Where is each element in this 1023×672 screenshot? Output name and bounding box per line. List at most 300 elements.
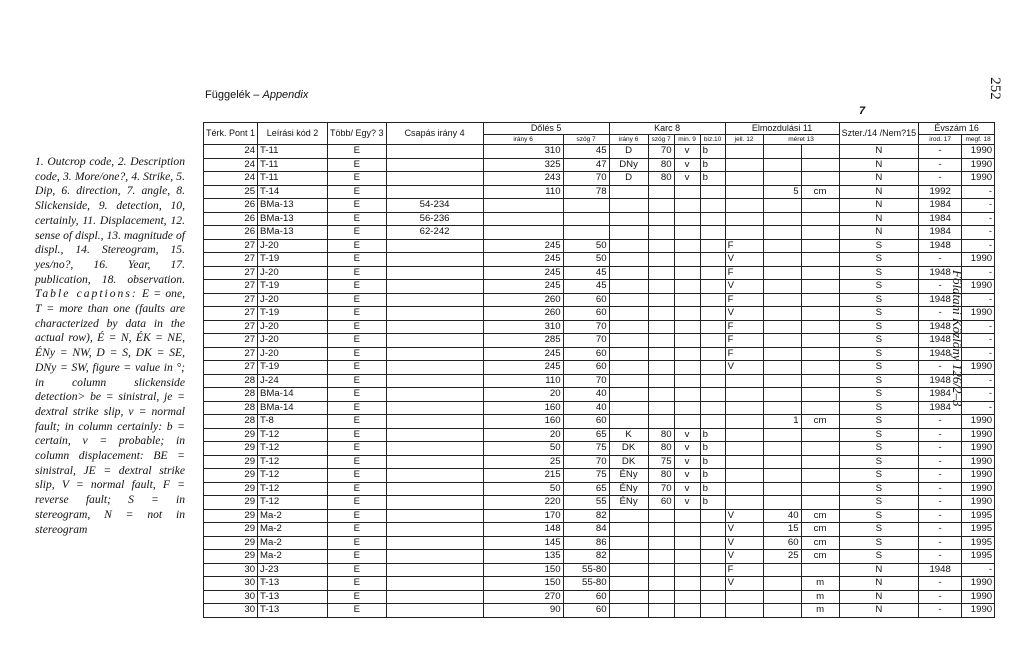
table-cell: [386, 482, 483, 496]
table-cell: [700, 280, 725, 294]
table-cell: [801, 388, 839, 402]
table-cell: 1990: [962, 469, 995, 483]
table-cell: [801, 145, 839, 159]
table-cell: T-13: [258, 590, 328, 604]
table-cell: [801, 280, 839, 294]
table-cell: [674, 320, 700, 334]
table-cell: [725, 442, 763, 456]
table-cell: [674, 293, 700, 307]
table-cell: 28: [204, 401, 258, 415]
table-cell: -: [962, 212, 995, 226]
table-cell: 40: [563, 388, 609, 402]
table-cell: [386, 509, 483, 523]
table-cell: 1990: [962, 307, 995, 321]
table-cell: E: [328, 226, 387, 240]
table-cell: [763, 577, 801, 591]
table-cell: E: [328, 455, 387, 469]
table-cell: [700, 185, 725, 199]
col-outcrop: Térk. Pont 1: [204, 123, 258, 145]
table-cell: [700, 509, 725, 523]
table-cell: -: [919, 590, 962, 604]
table-cell: -: [962, 347, 995, 361]
table-cell: v: [674, 145, 700, 159]
table-cell: E: [328, 307, 387, 321]
table-cell: 1990: [962, 428, 995, 442]
table-cell: -: [919, 509, 962, 523]
table-cell: T-12: [258, 442, 328, 456]
table-cell: [386, 428, 483, 442]
table-cell: [801, 253, 839, 267]
table-cell: 150: [483, 563, 563, 577]
table-cell: E: [328, 266, 387, 280]
table-cell: [609, 590, 648, 604]
table-cell: [648, 199, 674, 213]
table-cell: [674, 536, 700, 550]
table-cell: 1: [763, 415, 801, 429]
table-cell: 20: [483, 428, 563, 442]
table-cell: [801, 455, 839, 469]
table-cell: S: [839, 307, 919, 321]
table-cell: [386, 253, 483, 267]
table-cell: E: [328, 469, 387, 483]
table-cell: 26: [204, 212, 258, 226]
table-cell: 60: [563, 590, 609, 604]
table-cell: [648, 253, 674, 267]
table-row: [204, 158, 995, 172]
table-cell: -: [962, 334, 995, 348]
table-cell: -: [962, 226, 995, 240]
caption-legend: 1. Outcrop code, 2. Description code, 3. More/one?, 4. Strike, 5. Dip, 6. direction, 7. angle, 8. Slickenside, 9. detection, 10, certainly, 11. Displacement, 12. sense of displ., 13. magnitude of displ., 14. Stereogram, 15. yes/no?, 16. Year, 17. publication, 18. observation.: [35, 155, 185, 286]
table-cell: 45: [563, 266, 609, 280]
table-cell: 27: [204, 334, 258, 348]
table-cell: N: [839, 590, 919, 604]
table-cell: 50: [483, 482, 563, 496]
table-cell: E: [328, 550, 387, 564]
table-cell: 260: [483, 307, 563, 321]
table-cell: E: [328, 293, 387, 307]
table-cell: b: [700, 482, 725, 496]
table-cell: 29: [204, 550, 258, 564]
table-cell: T-12: [258, 428, 328, 442]
header-italic: Appendix: [262, 89, 309, 101]
table-cell: [801, 482, 839, 496]
table-cell: [700, 563, 725, 577]
table-cell: 86: [563, 536, 609, 550]
table-cell: [725, 374, 763, 388]
sub-observation: megf. 18: [962, 135, 995, 145]
caption-label: Table captions:: [35, 287, 138, 301]
table-cell: V: [725, 307, 763, 321]
table-cell: [801, 374, 839, 388]
table-cell: b: [700, 172, 725, 186]
table-cell: S: [839, 536, 919, 550]
table-row: [204, 563, 995, 577]
table-cell: 1990: [962, 253, 995, 267]
table-cell: [700, 415, 725, 429]
table-cell: 80: [648, 428, 674, 442]
table-cell: [648, 536, 674, 550]
table-cell: [609, 280, 648, 294]
table-cell: J-20: [258, 320, 328, 334]
table-cell: E: [328, 523, 387, 537]
table-cell: 60: [563, 361, 609, 375]
table-cell: [700, 401, 725, 415]
table-cell: 55-80: [563, 577, 609, 591]
table-cell: [386, 401, 483, 415]
table-cell: 25: [204, 185, 258, 199]
table-cell: v: [674, 455, 700, 469]
table-cell: 28: [204, 415, 258, 429]
table-cell: S: [839, 455, 919, 469]
table-cell: [648, 590, 674, 604]
table-cell: [674, 361, 700, 375]
sub-publication: irod. 17: [919, 135, 962, 145]
table-cell: [609, 374, 648, 388]
table-cell: 27: [204, 307, 258, 321]
table-cell: 150: [483, 577, 563, 591]
sub-karc-angle: szög 7: [648, 135, 674, 145]
table-cell: E: [328, 347, 387, 361]
table-cell: [648, 280, 674, 294]
table-cell: D: [609, 172, 648, 186]
table-cell: [763, 428, 801, 442]
table-caption: [35, 155, 185, 537]
table-cell: [801, 293, 839, 307]
table-cell: b: [700, 496, 725, 510]
col-stereogram: Szter./14 /Nem?15: [839, 123, 919, 145]
table-cell: [386, 280, 483, 294]
table-cell: E: [328, 145, 387, 159]
table-cell: 29: [204, 523, 258, 537]
table-cell: -: [919, 172, 962, 186]
table-cell: 1995: [962, 536, 995, 550]
table-row: [204, 253, 995, 267]
table-cell: b: [700, 469, 725, 483]
table-cell: 70: [563, 172, 609, 186]
table-cell: [648, 320, 674, 334]
table-cell: [801, 496, 839, 510]
table-cell: -: [919, 536, 962, 550]
table-cell: 29: [204, 455, 258, 469]
table-cell: [609, 401, 648, 415]
table-cell: 28: [204, 388, 258, 402]
table-cell: 148: [483, 523, 563, 537]
sub-dip-angle: szög 7: [563, 135, 609, 145]
table-cell: 20: [483, 388, 563, 402]
table-cell: [700, 604, 725, 618]
table-cell: 75: [563, 442, 609, 456]
table-cell: V: [725, 550, 763, 564]
table-cell: 60: [563, 293, 609, 307]
table-cell: b: [700, 428, 725, 442]
table-cell: 30: [204, 590, 258, 604]
table-cell: [386, 239, 483, 253]
table-row: [204, 428, 995, 442]
table-cell: N: [839, 158, 919, 172]
table-cell: S: [839, 428, 919, 442]
table-cell: S: [839, 415, 919, 429]
table-cell: 310: [483, 145, 563, 159]
table-cell: [674, 523, 700, 537]
table-cell: E: [328, 212, 387, 226]
table-cell: N: [839, 226, 919, 240]
table-cell: 245: [483, 239, 563, 253]
table-cell: [801, 239, 839, 253]
table-cell: -: [962, 563, 995, 577]
col-slickenside: Karc 8: [609, 123, 725, 135]
table-row: [204, 469, 995, 483]
table-cell: [609, 266, 648, 280]
sub-magnitude: méret 13: [763, 135, 839, 145]
table-cell: [763, 374, 801, 388]
table-cell: [763, 590, 801, 604]
table-cell: 70: [648, 482, 674, 496]
table-cell: S: [839, 496, 919, 510]
table-row: [204, 185, 995, 199]
table-cell: 24: [204, 172, 258, 186]
table-cell: [386, 374, 483, 388]
table-cell: S: [839, 401, 919, 415]
appendix-header: [205, 89, 308, 101]
table-cell: 1990: [962, 590, 995, 604]
table-row: [204, 590, 995, 604]
table-cell: [674, 239, 700, 253]
table-cell: F: [725, 293, 763, 307]
table-row: [204, 239, 995, 253]
table-cell: S: [839, 239, 919, 253]
table-row: [204, 523, 995, 537]
table-cell: 245: [483, 361, 563, 375]
table-cell: S: [839, 469, 919, 483]
table-cell: 145: [483, 536, 563, 550]
table-cell: -: [919, 145, 962, 159]
table-row: [204, 361, 995, 375]
table-cell: 60: [763, 536, 801, 550]
table-cell: [648, 185, 674, 199]
table-cell: S: [839, 320, 919, 334]
table-cell: 160: [483, 415, 563, 429]
table-cell: [763, 320, 801, 334]
table-row: [204, 212, 995, 226]
table-cell: [801, 347, 839, 361]
table-cell: -: [962, 401, 995, 415]
table-cell: v: [674, 496, 700, 510]
table-cell: T-19: [258, 307, 328, 321]
table-cell: [609, 563, 648, 577]
table-cell: S: [839, 388, 919, 402]
table-cell: -: [919, 496, 962, 510]
table-cell: -: [962, 185, 995, 199]
table-cell: [609, 226, 648, 240]
table-cell: V: [725, 361, 763, 375]
table-cell: [674, 401, 700, 415]
table-cell: [763, 158, 801, 172]
table-cell: [763, 388, 801, 402]
table-cell: F: [725, 266, 763, 280]
table-cell: J-20: [258, 239, 328, 253]
table-cell: [801, 361, 839, 375]
table-cell: [386, 307, 483, 321]
table-cell: 75: [563, 469, 609, 483]
table-cell: T-12: [258, 482, 328, 496]
table-cell: 28: [204, 374, 258, 388]
table-cell: [386, 550, 483, 564]
table-cell: [763, 172, 801, 186]
table-cell: [609, 361, 648, 375]
table-cell: S: [839, 266, 919, 280]
table-cell: [700, 266, 725, 280]
table-cell: [700, 320, 725, 334]
table-cell: N: [839, 577, 919, 591]
table-cell: [648, 266, 674, 280]
table-cell: 70: [563, 320, 609, 334]
table-cell: [386, 388, 483, 402]
table-cell: [763, 455, 801, 469]
table-cell: [609, 550, 648, 564]
table-cell: 1990: [962, 482, 995, 496]
table-cell: 60: [563, 347, 609, 361]
table-cell: 26: [204, 226, 258, 240]
table-cell: [763, 361, 801, 375]
table-cell: -: [962, 266, 995, 280]
table-cell: [801, 158, 839, 172]
table-cell: [609, 347, 648, 361]
table-cell: 1984: [919, 401, 962, 415]
table-cell: 1990: [962, 415, 995, 429]
table-cell: E: [328, 563, 387, 577]
table-cell: F: [725, 239, 763, 253]
table-cell: T-12: [258, 469, 328, 483]
table-row: [204, 455, 995, 469]
table-cell: 29: [204, 469, 258, 483]
table-cell: 80: [648, 469, 674, 483]
table-cell: [563, 199, 609, 213]
table-cell: [648, 374, 674, 388]
table-cell: 310: [483, 320, 563, 334]
data-table: [203, 122, 995, 618]
table-cell: [609, 523, 648, 537]
table-cell: 1948: [919, 374, 962, 388]
table-cell: 1995: [962, 550, 995, 564]
table-row: [204, 293, 995, 307]
table-cell: 50: [563, 253, 609, 267]
table-cell: 29: [204, 428, 258, 442]
table-cell: S: [839, 253, 919, 267]
table-cell: m: [801, 590, 839, 604]
table-cell: v: [674, 158, 700, 172]
table-cell: [648, 307, 674, 321]
table-cell: 26: [204, 199, 258, 213]
table-cell: [763, 469, 801, 483]
table-cell: -: [919, 550, 962, 564]
journal-title: Földtani Közlöny 126/2–3: [950, 270, 965, 407]
table-cell: N: [839, 604, 919, 618]
table-cell: E: [328, 172, 387, 186]
table-cell: -: [919, 415, 962, 429]
table-row: [204, 172, 995, 186]
table-cell: [763, 239, 801, 253]
table-cell: b: [700, 145, 725, 159]
table-cell: [801, 307, 839, 321]
table-cell: 29: [204, 509, 258, 523]
table-cell: 80: [648, 158, 674, 172]
table-cell: 243: [483, 172, 563, 186]
table-cell: [763, 145, 801, 159]
table-cell: 27: [204, 320, 258, 334]
table-cell: b: [700, 158, 725, 172]
table-cell: 65: [563, 482, 609, 496]
table-cell: 1995: [962, 509, 995, 523]
table-cell: E: [328, 509, 387, 523]
table-cell: 1984: [919, 226, 962, 240]
sub-sense: jell. 12: [725, 135, 763, 145]
table-row: [204, 496, 995, 510]
table-cell: [386, 293, 483, 307]
table-cell: v: [674, 482, 700, 496]
table-cell: 1992: [919, 185, 962, 199]
table-cell: E: [328, 185, 387, 199]
table-cell: E: [328, 199, 387, 213]
table-cell: N: [839, 199, 919, 213]
table-cell: S: [839, 280, 919, 294]
table-cell: [725, 604, 763, 618]
table-cell: 75: [648, 455, 674, 469]
table-cell: 1990: [962, 604, 995, 618]
table-cell: 29: [204, 536, 258, 550]
table-cell: [801, 172, 839, 186]
table-cell: 62-242: [386, 226, 483, 240]
table-cell: -: [919, 361, 962, 375]
sub-detection: min. 9: [674, 135, 700, 145]
table-cell: F: [725, 347, 763, 361]
table-cell: [763, 226, 801, 240]
table-cell: [609, 185, 648, 199]
table-cell: 245: [483, 280, 563, 294]
table-cell: [763, 401, 801, 415]
table-cell: 30: [204, 604, 258, 618]
table-cell: BMa-13: [258, 199, 328, 213]
table-cell: 110: [483, 374, 563, 388]
table-cell: 80: [648, 442, 674, 456]
table-cell: T-11: [258, 172, 328, 186]
table-row: [204, 604, 995, 618]
table-cell: b: [700, 442, 725, 456]
table-cell: [801, 469, 839, 483]
table-cell: [609, 509, 648, 523]
table-cell: [674, 563, 700, 577]
table-cell: b: [700, 455, 725, 469]
table-cell: J-20: [258, 293, 328, 307]
table-cell: [386, 536, 483, 550]
table-cell: [801, 320, 839, 334]
table-cell: 245: [483, 253, 563, 267]
table-cell: 27: [204, 293, 258, 307]
table-cell: [801, 266, 839, 280]
table-cell: 1948: [919, 347, 962, 361]
table-cell: [763, 307, 801, 321]
table-cell: 82: [563, 550, 609, 564]
table-cell: [674, 280, 700, 294]
table-cell: 270: [483, 590, 563, 604]
table-cell: 29: [204, 482, 258, 496]
table-cell: cm: [801, 536, 839, 550]
table-row: [204, 145, 995, 159]
table-cell: V: [725, 577, 763, 591]
table-cell: [763, 266, 801, 280]
table-cell: cm: [801, 185, 839, 199]
table-cell: [700, 577, 725, 591]
table-cell: T-19: [258, 361, 328, 375]
